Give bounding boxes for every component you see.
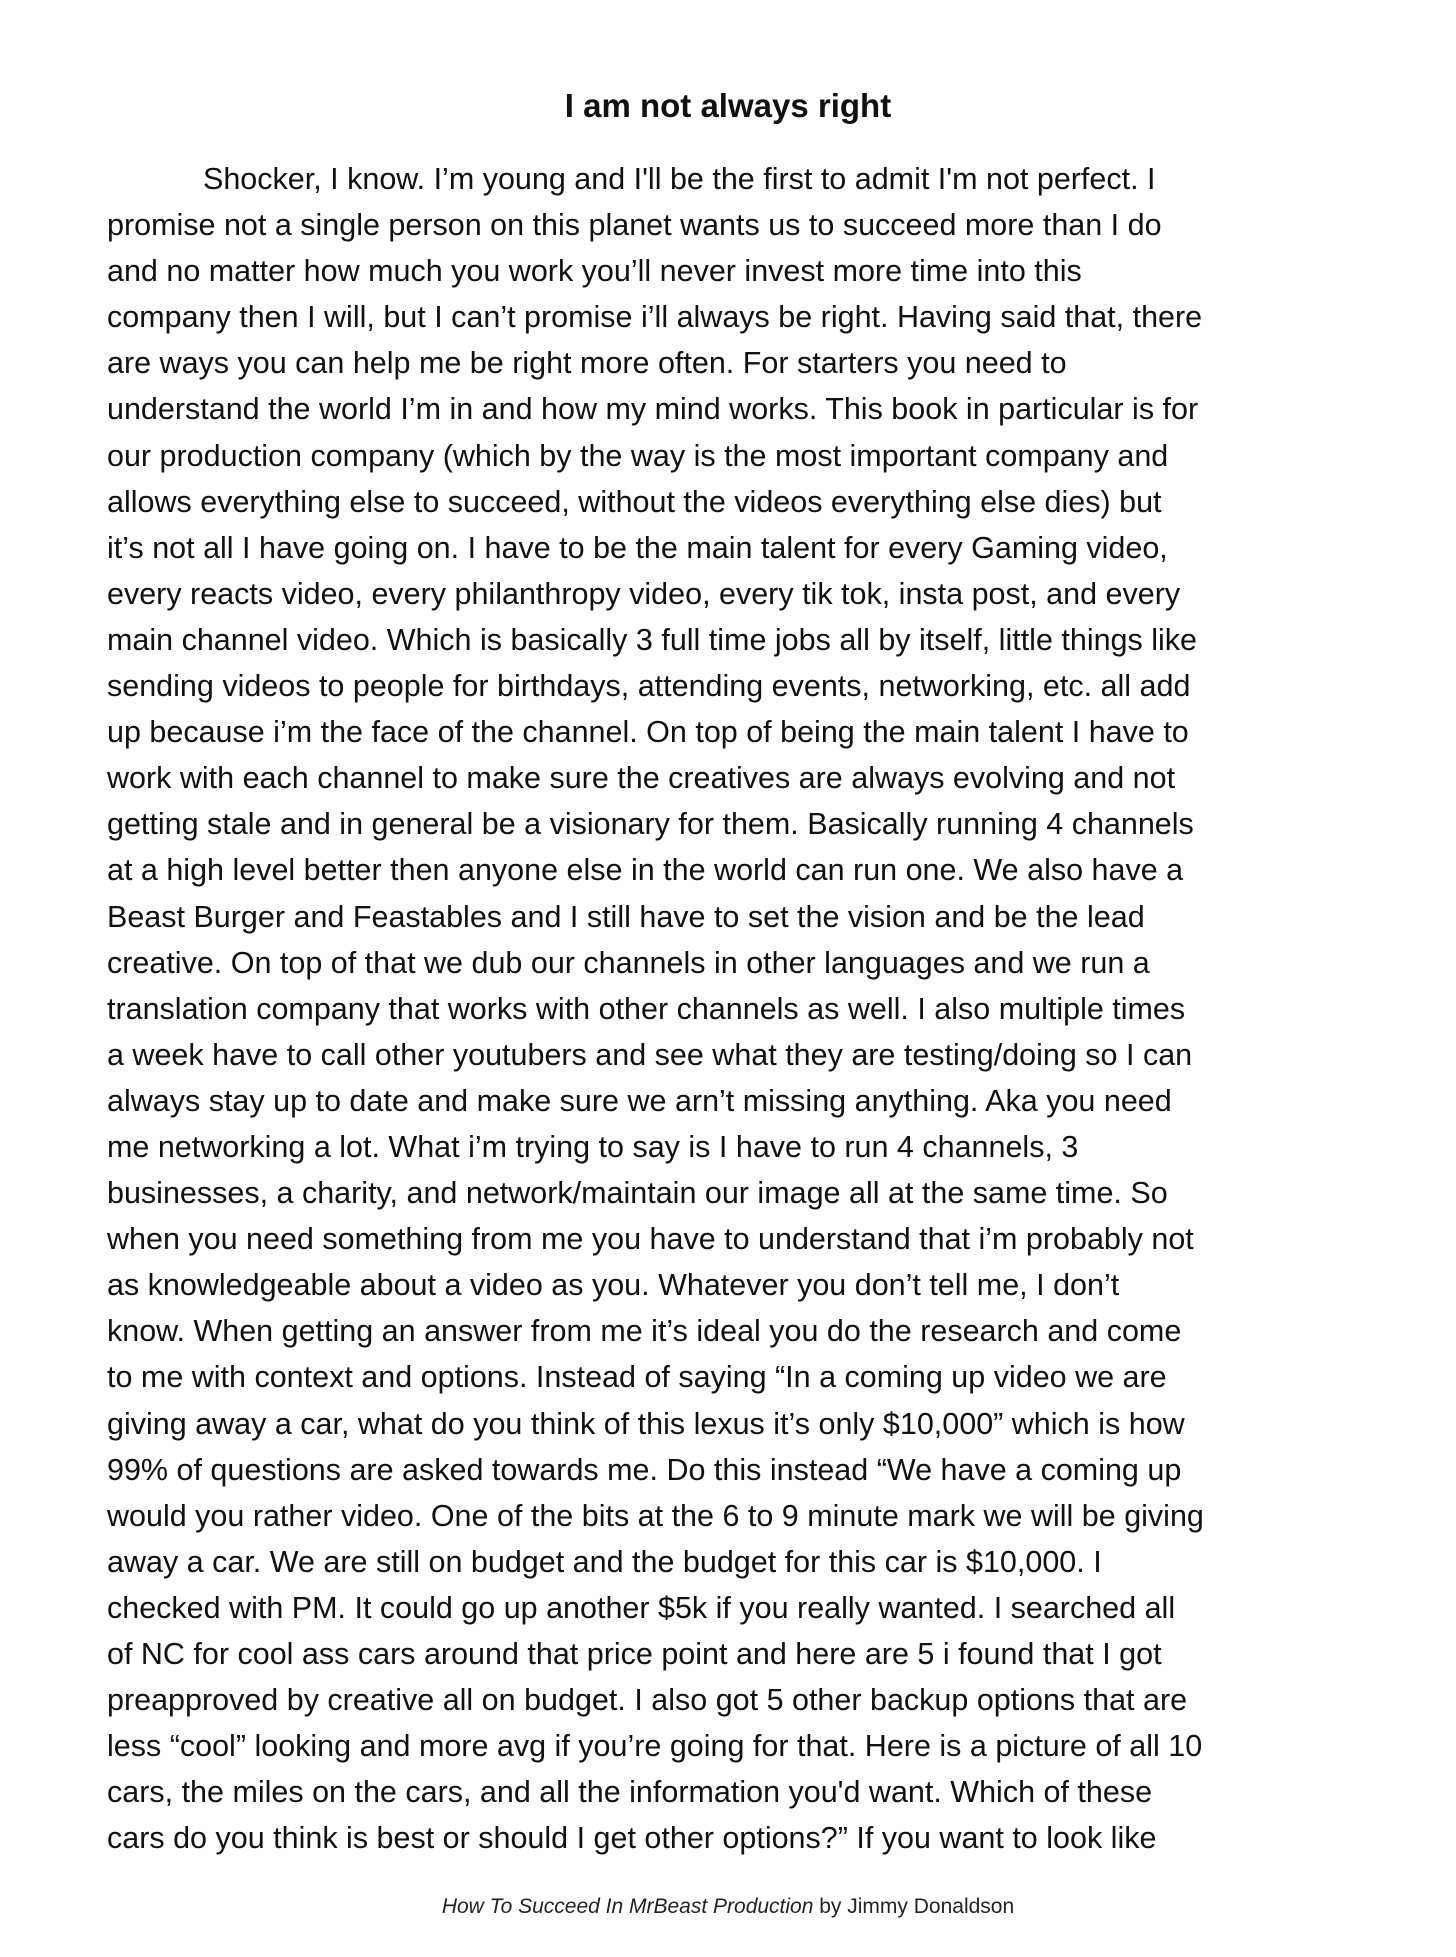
body-line: less “cool” looking and more avg if you’re going for that. Here is a picture of all 10 <box>107 1729 1203 1764</box>
body-line: preapproved by creative all on budget. I also got 5 other backup options that are <box>107 1683 1188 1718</box>
body-line: of NC for cool ass cars around that price point and here are 5 i found that I got <box>107 1637 1162 1671</box>
body-line: allows everything else to succeed, without the videos everything else dies) but <box>107 484 1162 519</box>
body-line: understand the world I’m in and how my mind works. This book in particular is for <box>107 392 1199 427</box>
body-line: know. When getting an answer from me it’s ideal you do the research and come <box>107 1314 1182 1349</box>
body-line: a week have to call other youtubers and see what they are testing/doing so I can <box>107 1037 1193 1072</box>
body-line: work with each channel to make sure the creatives are always evolving and not <box>107 761 1176 796</box>
body-line: and no matter how much you work you’ll never invest more time into this <box>107 254 1082 289</box>
body-line: Shocker, I know. I’m young and I'll be the first to admit I'm not perfect. I <box>203 162 1156 196</box>
body-line: Beast Burger and Feastables and I still have to set the vision and be the lead <box>107 899 1145 934</box>
body-line: cars do you think is best or should I get other options?” If you want to look like <box>107 1821 1157 1856</box>
body-line: creative. On top of that we dub our channels in other languages and we run a <box>107 945 1150 980</box>
body-line: are ways you can help me be right more often. For starters you need to <box>107 346 1067 381</box>
body-line: it’s not all I have going on. I have to be the main talent for every Gaming video, <box>107 530 1168 565</box>
body-line: our production company (which by the way is the most important company and <box>107 438 1169 473</box>
body-line: sending videos to people for birthdays, attending events, networking, etc. all add <box>107 669 1191 704</box>
body-line: as knowledgeable about a video as you. Whatever you don’t tell me, I don’t <box>107 1268 1120 1303</box>
body-line: up because i’m the face of the channel. On top of being the main talent I have to <box>107 715 1189 750</box>
body-line: 99% of questions are asked towards me. Do this instead “We have a coming up <box>107 1452 1182 1487</box>
body-line: getting stale and in general be a visionary for them. Basically running 4 channels <box>107 807 1194 842</box>
body-line: every reacts video, every philanthropy video, every tik tok, insta post, and every <box>107 576 1181 611</box>
body-line: giving away a car, what do you think of this lexus it’s only $10,000” which is how <box>107 1406 1185 1441</box>
body-paragraph <box>107 156 1367 1861</box>
body-line: checked with PM. It could go up another $5k if you really wanted. I searched all <box>107 1590 1176 1625</box>
body-line: businesses, a charity, and network/maintain our image all at the same time. So <box>107 1176 1168 1211</box>
body-line: promise not a single person on this planet wants us to succeed more than I do <box>107 208 1162 243</box>
body-line: company then I will, but I can’t promise i’ll always be right. Having said that, there <box>107 300 1203 335</box>
footer-book-title: How To Succeed In MrBeast Production <box>441 1895 814 1918</box>
body-line: main channel video. Which is basically 3 full time jobs all by itself, little things like <box>107 622 1198 657</box>
body-line: to me with context and options. Instead of saying “In a coming up video we are <box>107 1360 1167 1395</box>
footer-byline: by Jimmy Donaldson <box>813 1895 1015 1918</box>
section-title: I am not always right <box>564 87 892 124</box>
body-line: away a car. We are still on budget and the budget for this car is $10,000. I <box>107 1544 1102 1579</box>
body-line: translation company that works with other channels as well. I also multiple times <box>107 991 1186 1026</box>
body-line: at a high level better then anyone else in the world can run one. We also have a <box>107 853 1184 888</box>
body-line: always stay up to date and make sure we arn’t missing anything. Aka you need <box>107 1083 1172 1118</box>
page-footer <box>0 1894 1456 1920</box>
body-line: me networking a lot. What i’m trying to say is I have to run 4 channels, 3 <box>107 1129 1079 1164</box>
body-line: would you rather video. One of the bits at the 6 to 9 minute mark we will be giving <box>107 1498 1204 1533</box>
body-line: when you need something from me you have to understand that i’m probably not <box>107 1222 1194 1257</box>
body-line: cars, the miles on the cars, and all the information you'd want. Which of these <box>107 1775 1153 1810</box>
